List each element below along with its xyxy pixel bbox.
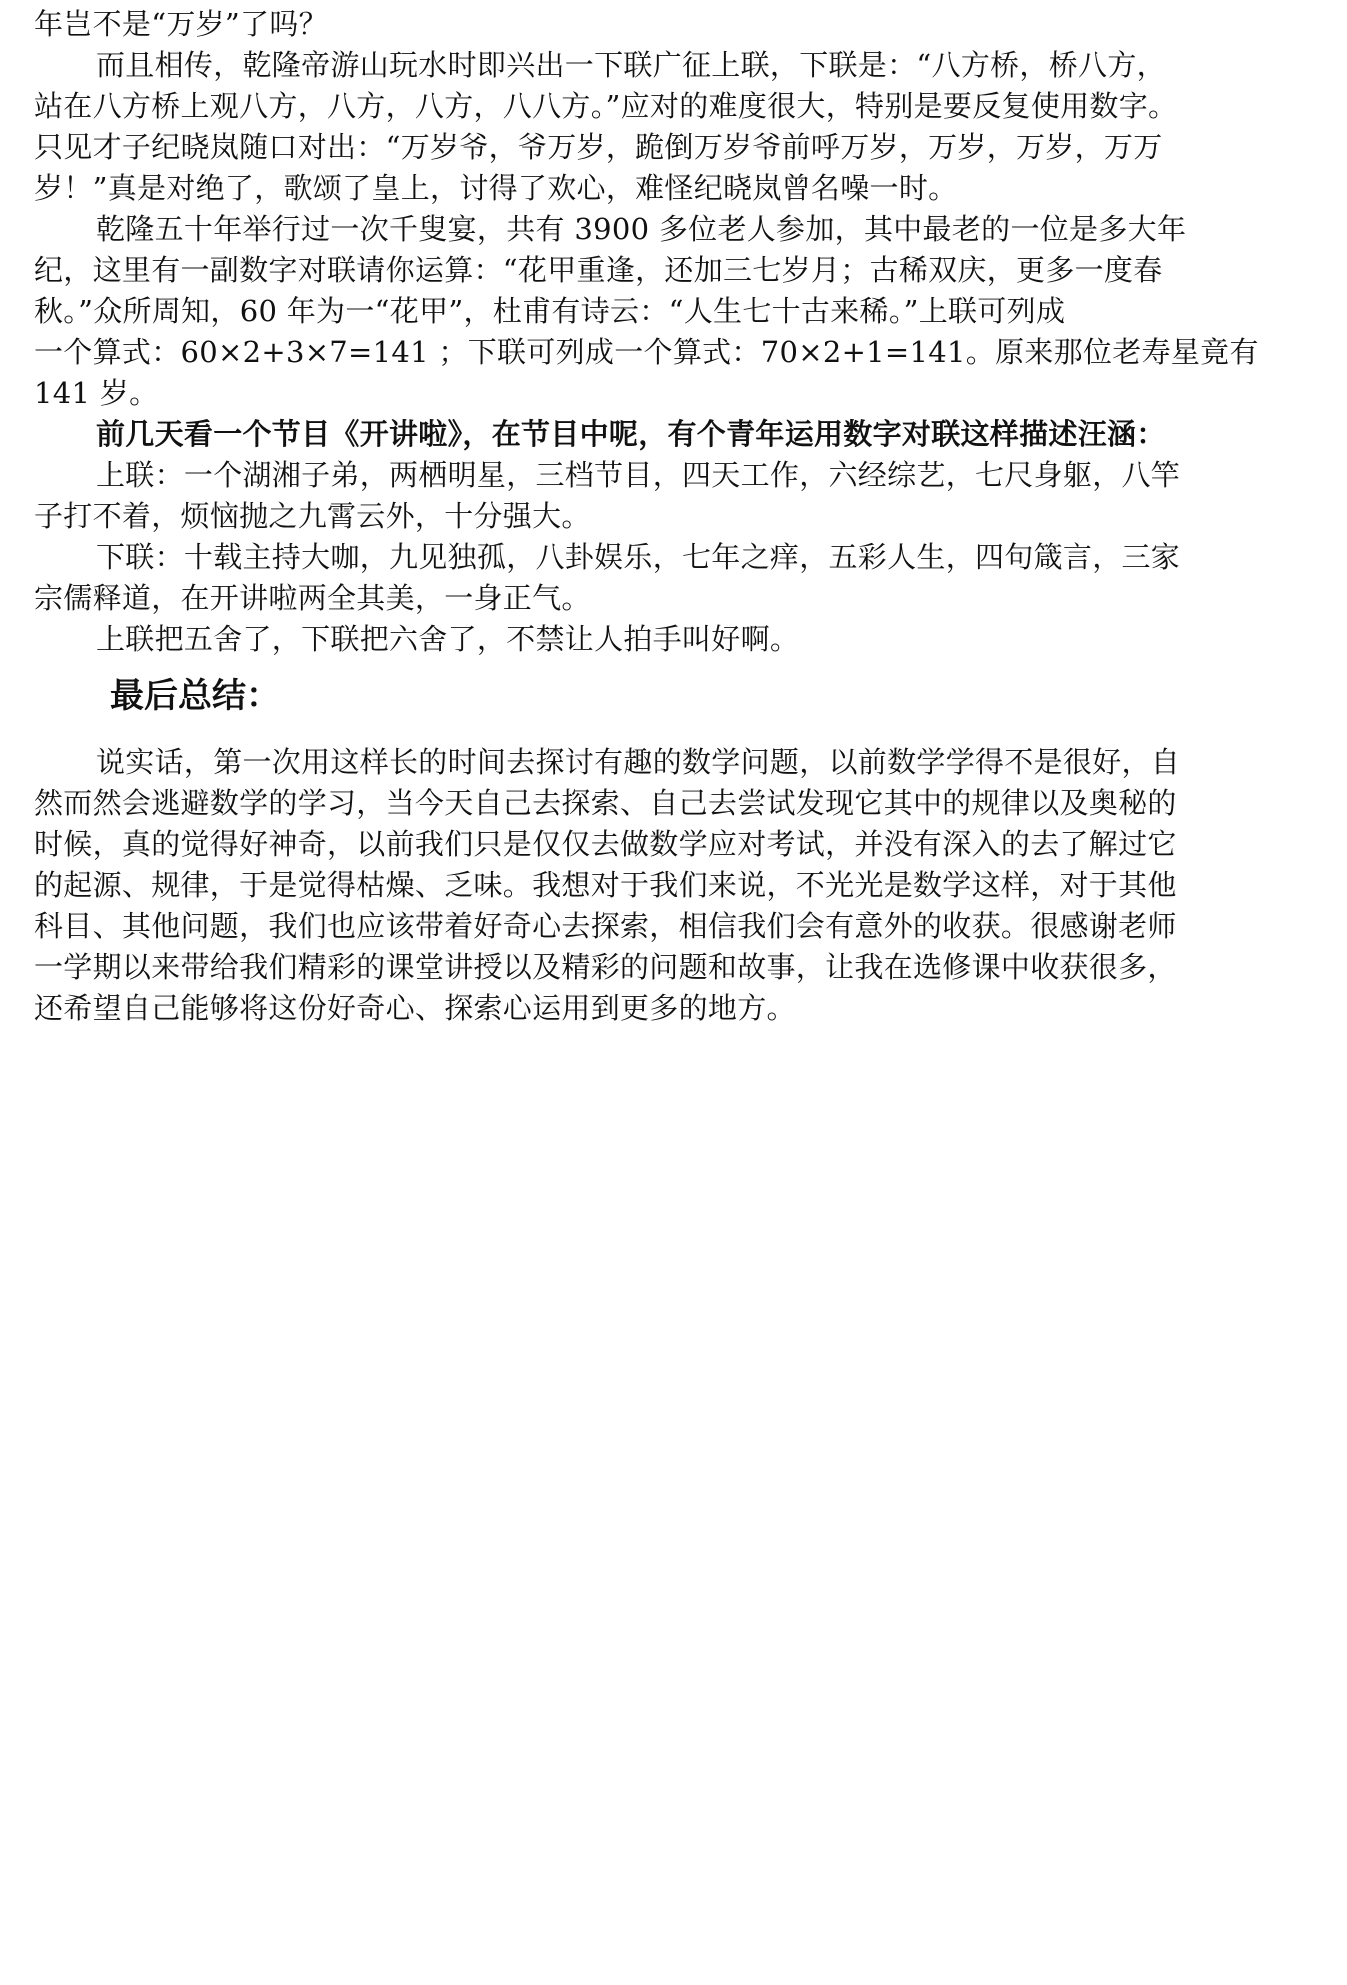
text-line: 纪，这里有一副数字对联请你运算：“花甲重逢，还加三七岁月；古稀双庆，更多一度春 <box>34 253 1163 287</box>
paragraph-qiansou-banquet <box>34 209 1334 414</box>
text-line: 的起源、规律，于是觉得枯燥、乏味。我想对于我们来说，不光光是数学这样，对于其他 <box>34 868 1177 902</box>
text-line: 年岂不是“万岁”了吗？ <box>34 7 328 41</box>
text-line: 141 岁。 <box>34 376 159 410</box>
paragraph-summary <box>34 742 1334 1029</box>
document-body <box>34 4 1334 1029</box>
bold-text-line: 前几天看一个节目《开讲啦》，在节目中呢，有个青年运用数字对联这样描述汪涵： <box>96 417 1166 451</box>
text-line: 秋。”众所周知，60 年为一“花甲”，杜甫有诗云：“人生七十古来稀。”上联可列成 <box>34 294 1066 328</box>
text-line: 还希望自己能够将这份好奇心、探索心运用到更多的地方。 <box>34 991 796 1025</box>
text-line: 一个算式：60×2+3×7=141 ；下联可列成一个算式：70×2+1=141。原来那位老寿星竟有 <box>34 335 1259 369</box>
text-line: 岁！”真是对绝了，歌颂了皇上，讨得了欢心，难怪纪晓岚曾名噪一时。 <box>34 171 958 205</box>
text-line: 乾隆五十年举行过一次千叟宴，共有 3900 多位老人参加，其中最老的一位是多大年 <box>96 212 1187 246</box>
text-line: 宗儒释道，在开讲啦两全其美，一身正气。 <box>34 581 591 615</box>
text-line: 说实话，第一次用这样长的时间去探讨有趣的数学问题，以前数学学得不是很好，自 <box>96 745 1181 779</box>
paragraph-continuation <box>34 4 1334 45</box>
section-heading: 最后总结： <box>110 676 280 716</box>
text-line: 而且相传，乾隆帝游山玩水时即兴出一下联广征上联，下联是：“八方桥，桥八方， <box>96 48 1166 82</box>
paragraph-program-intro <box>34 414 1334 455</box>
paragraph-lower-couplet <box>34 537 1334 619</box>
text-line: 然而然会逃避数学的学习，当今天自己去探索、自己去尝试发现它其中的规律以及奥秘的 <box>34 786 1177 820</box>
text-line: 只见才子纪晓岚随口对出：“万岁爷，爷万岁，跪倒万岁爷前呼万岁，万岁，万岁，万万 <box>34 130 1163 164</box>
text-line: 站在八方桥上观八方，八方，八方，八八方。”应对的难度很大，特别是要反复使用数字。 <box>34 89 1178 123</box>
text-line: 子打不着，烦恼抛之九霄云外，十分强大。 <box>34 499 591 533</box>
paragraph-upper-couplet <box>34 455 1334 537</box>
text-line: 科目、其他问题，我们也应该带着好奇心去探索，相信我们会有意外的收获。很感谢老师 <box>34 909 1177 943</box>
text-line: 上联把五舍了，下联把六舍了，不禁让人拍手叫好啊。 <box>96 622 800 656</box>
text-line: 上联：一个湖湘子弟，两栖明星，三档节目，四天工作，六经综艺，七尺身躯，八竿 <box>96 458 1181 492</box>
text-line: 时候，真的觉得好神奇，以前我们只是仅仅去做数学应对考试，并没有深入的去了解过它 <box>34 827 1177 861</box>
text-line: 下联：十载主持大咖，九见独孤，八卦娱乐，七年之痒，五彩人生，四句箴言，三家 <box>96 540 1181 574</box>
paragraph-qianlong-couplet <box>34 45 1334 209</box>
paragraph-remark <box>34 619 1334 660</box>
text-line: 一学期以来带给我们精彩的课堂讲授以及精彩的问题和故事，让我在选修课中收获很多， <box>34 950 1177 984</box>
